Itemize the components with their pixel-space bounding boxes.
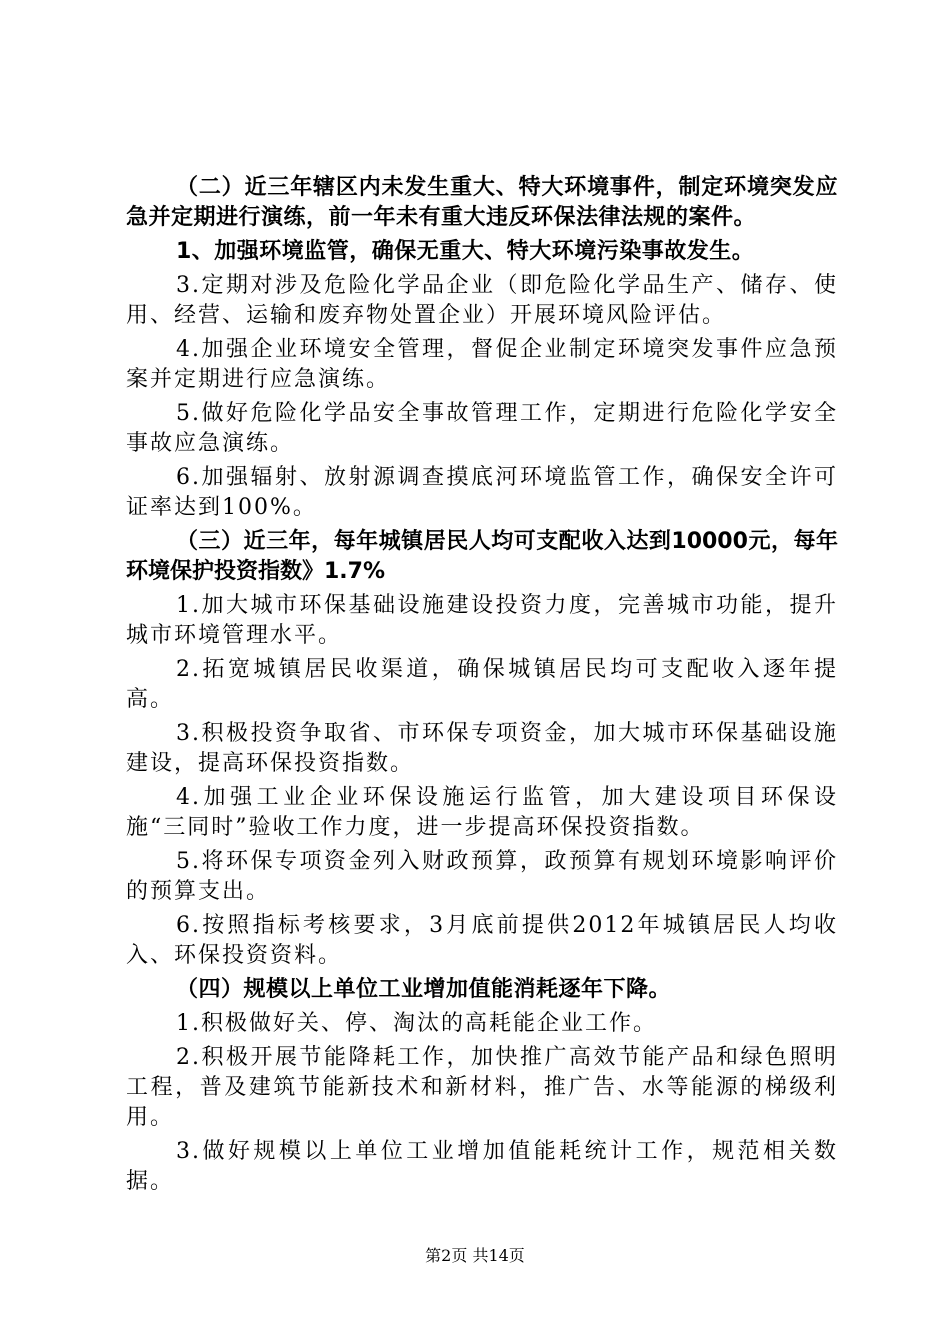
- body-paragraph: 6.按照指标考核要求，3月底前提供2012年城镇居民人均收入、环保投资资料。: [126, 913, 838, 968]
- page-number-footer: 第2页 共14页: [425, 1246, 525, 1265]
- body-paragraph: 1.加大城市环保基础设施建设投资力度，完善城市功能，提升城市环境管理水平。: [126, 593, 838, 648]
- section-heading-4: （四）规模以上单位工业增加值能消耗逐年下降。: [176, 977, 672, 1002]
- section-heading-2: （二）近三年辖区内未发生重大、特大环境事件，制定环境突发应急并定期进行演练，前一年未有重大违反环保法律法规的案件。: [126, 175, 838, 230]
- body-paragraph: 2.积极开展节能降耗工作，加快推广高效节能产品和绿色照明工程，普及建筑节能新技术和新材料，推广告、水等能源的梯级利用。: [126, 1045, 838, 1130]
- body-paragraph: 3.定期对涉及危险化学品企业（即危险化学品生产、储存、使用、经营、运输和废弃物处置企业）开展环境风险评估。: [126, 273, 838, 328]
- section-heading-3: （三）近三年，每年城镇居民人均可支配收入达到10000元，每年环境保护投资指数》1.7%: [126, 529, 838, 584]
- body-paragraph: 3.积极投资争取省、市环保专项资金，加大城市环保基础设施建设，提高环保投资指数。: [126, 721, 838, 776]
- sub-heading-1: 1、加强环境监管，确保无重大、特大环境污染事故发生。: [176, 239, 755, 264]
- body-paragraph: 4.加强工业企业环保设施运行监管，加大建设项目环保设施“三同时”验收工作力度，进一步提高环保投资指数。: [126, 785, 838, 840]
- body-paragraph: 5.将环保专项资金列入财政预算，政预算有规划环境影响评价的预算支出。: [126, 849, 838, 904]
- body-paragraph: 1.积极做好关、停、淘汰的高耗能企业工作。: [176, 1011, 657, 1036]
- body-paragraph: 2.拓宽城镇居民收渠道，确保城镇居民均可支配收入逐年提高。: [126, 657, 838, 712]
- body-paragraph: 4.加强企业环境安全管理，督促企业制定环境突发事件应急预案并定期进行应急演练。: [126, 337, 838, 392]
- body-paragraph: 5.做好危险化学品安全事故管理工作，定期进行危险化学安全事故应急演练。: [126, 401, 838, 456]
- body-paragraph: 6.加强辐射、放射源调查摸底河环境监管工作，确保安全许可证率达到100%。: [126, 465, 838, 520]
- body-paragraph: 3.做好规模以上单位工业增加值能耗统计工作，规范相关数据。: [126, 1139, 838, 1194]
- document-body: [126, 173, 838, 1197]
